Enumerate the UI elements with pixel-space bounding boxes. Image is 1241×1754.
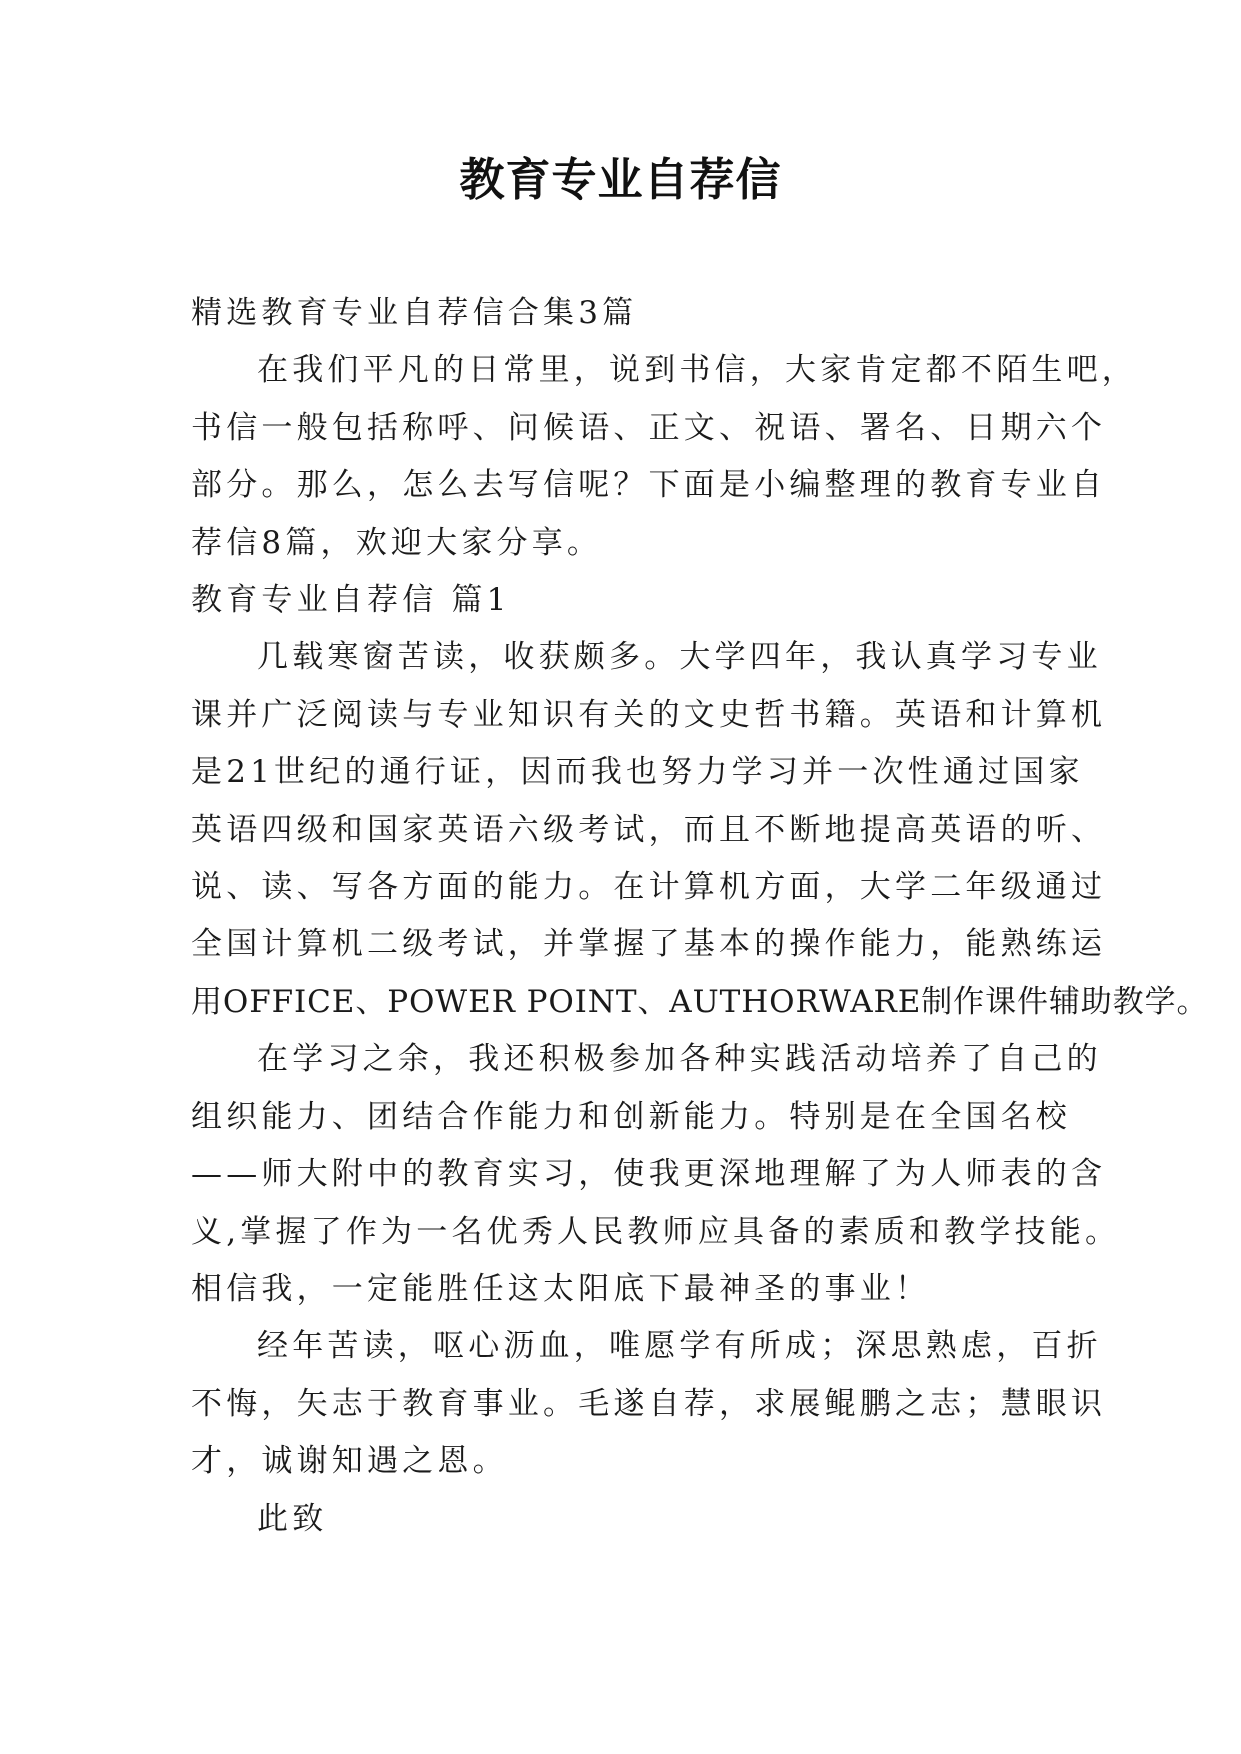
document-title: 教育专业自荐信 — [459, 153, 782, 206]
text-line: 教育专业自荐信 篇1 — [191, 582, 511, 619]
text-line: 在学习之余，我还积极参加各种实践活动培养了自己的 — [257, 1041, 1102, 1078]
text-line: 是21世纪的通行证，因而我也努力学习并一次性通过国家 — [191, 754, 1084, 791]
text-line: 此致 — [257, 1500, 328, 1537]
document-body — [191, 285, 1209, 1548]
text-line: 在我们平凡的日常里，说到书信，大家肯定都不陌生吧， — [257, 352, 1137, 389]
text-line: 荐信8篇，欢迎大家分享。 — [191, 524, 603, 561]
text-line: 不悔，矢志于教育事业。毛遂自荐，求展鲲鹏之志；慧眼识 — [191, 1385, 1107, 1422]
text-line: 组织能力、团结合作能力和创新能力。特别是在全国名校 — [191, 1098, 1071, 1135]
text-line: 几载寒窗苦读，收获颇多。大学四年，我认真学习专业 — [257, 639, 1102, 676]
text-line: 精选教育专业自荐信合集3篇 — [191, 295, 638, 331]
text-line: 英语四级和国家英语六级考试，而且不断地提高英语的听、 — [191, 811, 1107, 848]
text-line: 相信我，一定能胜任这太阳底下最神圣的事业！ — [191, 1270, 931, 1307]
text-line: 用OFFICE、POWER POINT、AUTHORWARE制作课件辅助教学。 — [191, 983, 1209, 1020]
text-line: ——师大附中的教育实习，使我更深地理解了为人师表的含 — [191, 1156, 1107, 1193]
text-line: 说、读、写各方面的能力。在计算机方面，大学二年级通过 — [191, 869, 1107, 906]
text-line: 经年苦读，呕心沥血，唯愿学有所成；深思熟虑，百折 — [257, 1328, 1102, 1365]
text-line: 才，诚谢知遇之恩。 — [191, 1443, 508, 1480]
text-line: 书信一般包括称呼、问候语、正文、祝语、署名、日期六个 — [191, 409, 1107, 446]
text-line: 部分。那么，怎么去写信呢？下面是小编整理的教育专业自 — [191, 467, 1107, 504]
text-line: 全国计算机二级考试，并掌握了基本的操作能力，能熟练运 — [191, 926, 1107, 963]
text-line: 课并广泛阅读与专业知识有关的文史哲书籍。英语和计算机 — [191, 696, 1107, 733]
text-line: 义,掌握了作为一名优秀人民教师应具备的素质和教学技能。 — [191, 1213, 1121, 1250]
